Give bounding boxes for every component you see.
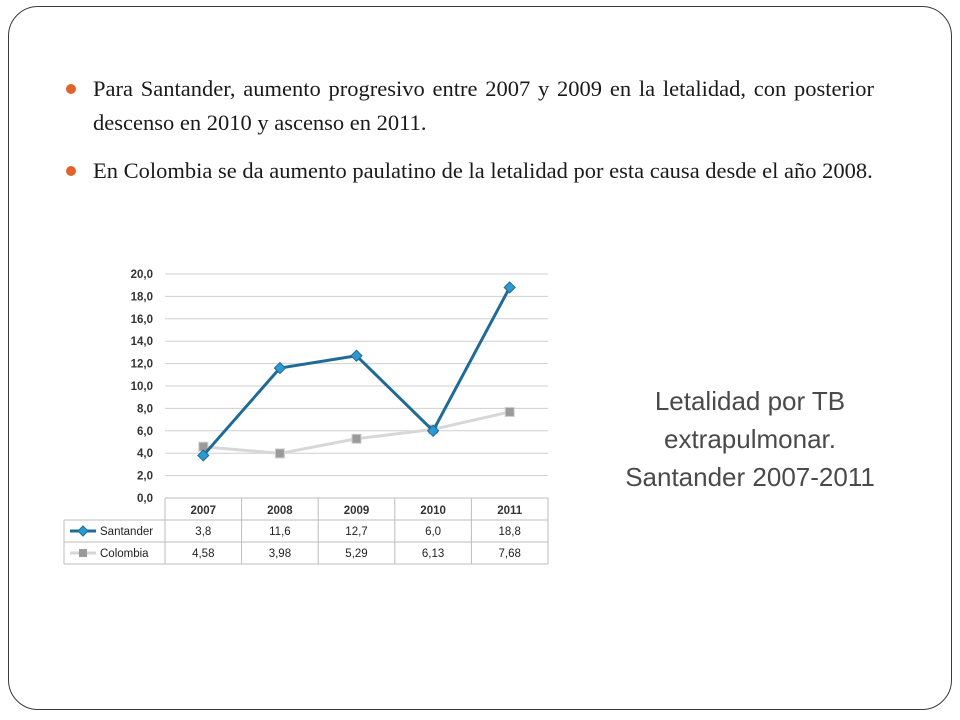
data-table-value: 18,8 (498, 526, 521, 538)
bullet-text: Para Santander, aumento progresivo entre 2007 y 2009 en la letalidad, con posterior descenso en 2010 y ascenso en 2011. (93, 76, 874, 135)
x-tick-label: 2007 (190, 505, 217, 517)
bullet-dot (66, 84, 76, 94)
y-tick-label: 4,0 (137, 448, 153, 461)
data-table-value: 3,98 (268, 548, 292, 560)
series-line-colombia (203, 412, 509, 453)
data-table-value: 4,58 (192, 548, 215, 560)
y-tick-label: 18,0 (130, 291, 153, 304)
y-tick-label: 20,0 (130, 269, 153, 281)
series-line-santander (203, 287, 509, 455)
data-table-value: 11,6 (269, 526, 291, 538)
legend-label: Santander (100, 526, 154, 538)
bullet-dot (66, 166, 76, 176)
chart-caption (590, 382, 910, 496)
y-tick-label: 16,0 (130, 313, 153, 326)
data-table-value: 3,8 (195, 526, 212, 538)
x-tick-label: 2008 (267, 505, 293, 517)
data-point (505, 407, 514, 416)
caption-line-1: Letalidad por TB (654, 386, 846, 416)
y-tick-label: 14,0 (130, 336, 153, 349)
legend-key-marker (78, 526, 88, 536)
y-tick-label: 8,0 (137, 403, 153, 416)
data-point (275, 449, 284, 458)
lethality-chart (60, 262, 560, 574)
data-table-value: 6,0 (425, 526, 442, 538)
y-tick-label: 12,0 (130, 358, 153, 371)
data-table-value: 5,29 (345, 548, 368, 560)
data-table-value: 6,13 (421, 548, 445, 560)
bullet-item-santander (66, 72, 874, 140)
data-table-value: 12,7 (345, 526, 368, 538)
bullet-item-colombia (66, 154, 874, 188)
bullet-list (66, 72, 874, 202)
caption-line-2: extrapulmonar. (664, 424, 836, 454)
y-tick-label: 6,0 (137, 425, 153, 438)
data-point (352, 434, 361, 443)
x-tick-label: 2010 (420, 505, 446, 517)
bullet-text: En Colombia se da aumento paulatino de la letalidad por esta causa desde el año 2008. (93, 158, 873, 183)
y-tick-label: 2,0 (137, 470, 153, 483)
legend-label: Colombia (100, 548, 149, 560)
legend-key-marker (79, 549, 87, 557)
data-table-value: 7,68 (498, 548, 521, 560)
x-tick-label: 2011 (497, 505, 523, 517)
x-tick-label: 2009 (343, 505, 370, 517)
data-point (504, 282, 515, 293)
caption-line-3: Santander 2007-2011 (625, 462, 875, 492)
y-tick-label: 10,0 (130, 381, 153, 393)
y-tick-label: 0,0 (137, 493, 153, 505)
